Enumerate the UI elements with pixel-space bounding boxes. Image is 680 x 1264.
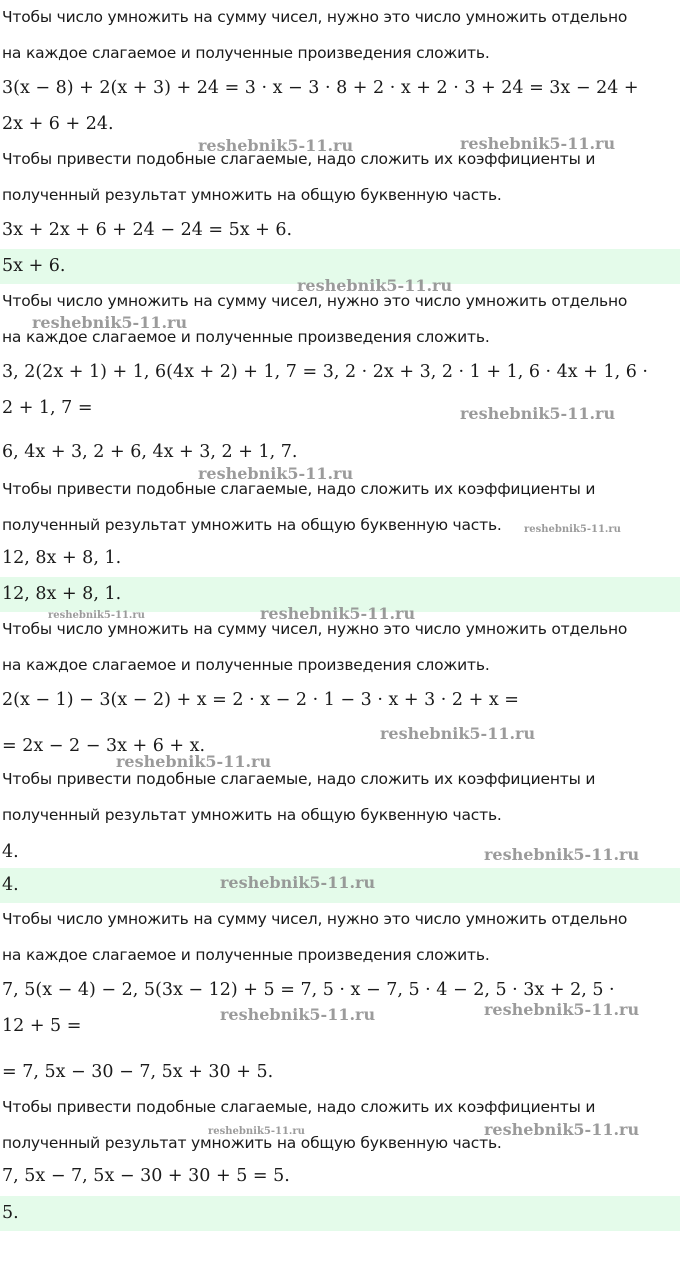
watermark: reshebnik5-11.ru [116, 752, 272, 771]
equation: 2 + 1, 7 = [2, 398, 93, 418]
answer-box: 5x + 6. [0, 249, 680, 284]
rule-text: Чтобы привести подобные слагаемые, надо сложить их коэффициенты и [2, 150, 596, 168]
rule-text: на каждое слагаемое и полученные произведения сложить. [2, 946, 490, 964]
rule-text: полученный результат умножить на общую буквенную часть. [2, 806, 502, 824]
equation: 4. [2, 842, 19, 862]
equation: 7, 5x − 7, 5x − 30 + 30 + 5 = 5. [2, 1166, 290, 1186]
equation: 12, 8x + 8, 1. [2, 548, 122, 568]
rule-text: на каждое слагаемое и полученные произведения сложить. [2, 328, 490, 346]
watermark: reshebnik5-11.ru [524, 524, 621, 535]
watermark: reshebnik5-11.ru [48, 610, 145, 621]
rule-text: на каждое слагаемое и полученные произведения сложить. [2, 656, 490, 674]
watermark: reshebnik5-11.ru [32, 313, 188, 332]
watermark: reshebnik5-11.ru [198, 136, 354, 155]
rule-text: Чтобы число умножить на сумму чисел, нужно это число умножить отдельно [2, 292, 628, 310]
watermark: reshebnik5-11.ru [380, 724, 536, 743]
equation: 3, 2(2x + 1) + 1, 6(4x + 2) + 1, 7 = 3, 2 · 2x + 3, 2 · 1 + 1, 6 · 4x + 1, 6 · [2, 362, 648, 382]
equation: 3x + 2x + 6 + 24 − 24 = 5x + 6. [2, 220, 293, 240]
rule-text: полученный результат умножить на общую буквенную часть. [2, 1134, 502, 1152]
watermark: reshebnik5-11.ru [297, 276, 453, 295]
equation: 3(x − 8) + 2(x + 3) + 24 = 3 · x − 3 · 8 + 2 · x + 2 · 3 + 24 = 3x − 24 + [2, 78, 639, 98]
watermark: reshebnik5-11.ru [460, 404, 616, 423]
rule-text: на каждое слагаемое и полученные произведения сложить. [2, 44, 490, 62]
equation: 7, 5(x − 4) − 2, 5(3x − 12) + 5 = 7, 5 · x − 7, 5 · 4 − 2, 5 · 3x + 2, 5 · [2, 980, 615, 1000]
watermark: reshebnik5-11.ru [198, 464, 354, 483]
equation: 6, 4x + 3, 2 + 6, 4x + 3, 2 + 1, 7. [2, 442, 298, 462]
answer-box: 4. [0, 868, 680, 903]
equation: = 7, 5x − 30 − 7, 5x + 30 + 5. [2, 1062, 274, 1082]
watermark: reshebnik5-11.ru [484, 845, 640, 864]
rule-text: Чтобы число умножить на сумму чисел, нужно это число умножить отдельно [2, 620, 628, 638]
rule-text: Чтобы привести подобные слагаемые, надо сложить их коэффициенты и [2, 480, 596, 498]
watermark: reshebnik5-11.ru [260, 604, 416, 623]
answer-box: 12, 8x + 8, 1. [0, 577, 680, 612]
watermark: reshebnik5-11.ru [208, 1126, 305, 1137]
equation: = 2x − 2 − 3x + 6 + x. [2, 736, 206, 756]
watermark: reshebnik5-11.ru [220, 873, 376, 892]
answer-box: 5. [0, 1196, 680, 1231]
rule-text: полученный результат умножить на общую буквенную часть. [2, 516, 502, 534]
rule-text: Чтобы число умножить на сумму чисел, нужно это число умножить отдельно [2, 8, 628, 26]
rule-text: полученный результат умножить на общую буквенную часть. [2, 186, 502, 204]
watermark: reshebnik5-11.ru [220, 1005, 376, 1024]
watermark: reshebnik5-11.ru [484, 1000, 640, 1019]
equation: 2(x − 1) − 3(x − 2) + x = 2 · x − 2 · 1 − 3 · x + 3 · 2 + x = [2, 690, 519, 710]
equation: 12 + 5 = [2, 1016, 82, 1036]
rule-text: Чтобы привести подобные слагаемые, надо сложить их коэффициенты и [2, 770, 596, 788]
equation: 2x + 6 + 24. [2, 114, 114, 134]
rule-text: Чтобы число умножить на сумму чисел, нужно это число умножить отдельно [2, 910, 628, 928]
watermark: reshebnik5-11.ru [484, 1120, 640, 1139]
rule-text: Чтобы привести подобные слагаемые, надо сложить их коэффициенты и [2, 1098, 596, 1116]
watermark: reshebnik5-11.ru [460, 134, 616, 153]
